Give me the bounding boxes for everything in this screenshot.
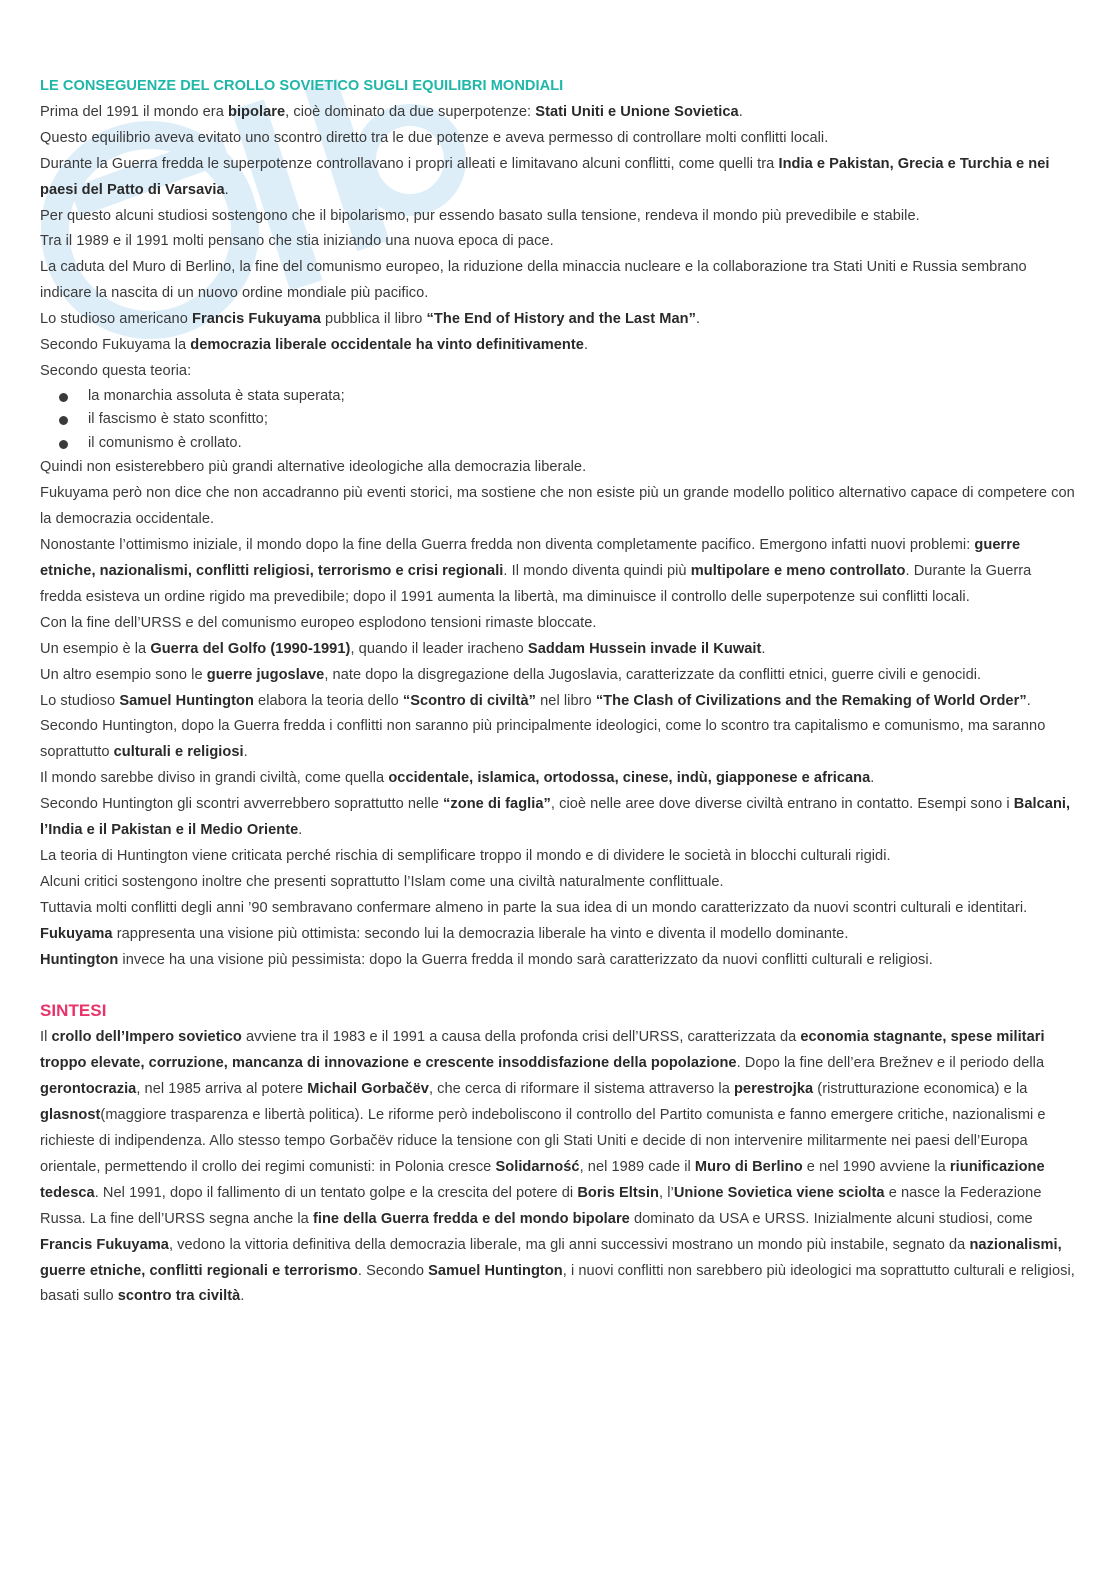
paragraph — [40, 922, 1076, 948]
text-run: Tuttavia molti conflitti degli anni ’90 sembravano confermare almeno in parte la sua idea di un mondo caratterizzato da nuovi scontri culturali e identitari. — [40, 899, 1028, 916]
bold-text: Saddam Hussein invade il Kuwait — [527, 640, 762, 657]
bold-text: “The End of History and the Last Man” — [426, 311, 696, 328]
bold-text: democrazia liberale occidentale ha vinto definitivamente — [190, 337, 584, 354]
paragraph-group-intro — [40, 100, 1076, 385]
paragraph — [40, 229, 1076, 255]
bold-text: Boris Eltsin — [577, 1184, 660, 1201]
text-run: Questo equilibrio aveva evitato uno scontro diretto tra le due potenze e aveva permesso di controllare molti conflitti locali. — [40, 129, 829, 146]
bold-text: glasnost — [40, 1107, 101, 1124]
bold-text: “The Clash of Civilizations and the Remaking of World Order” — [595, 692, 1027, 709]
bold-text: fine della Guerra fredda e del mondo bipolare — [312, 1210, 630, 1227]
text-run: rappresenta una visione più ottimista: secondo lui la democrazia liberale ha vinto e diventa il modello dominante. — [112, 925, 849, 942]
paragraph — [40, 533, 1076, 611]
paragraph-group-summary — [40, 1025, 1076, 1310]
text-run: . Durante la Guerra fredda esisteva un ordine rigido ma prevedibile; dopo il 1991 aumenta la libertà, ma diminuisce il controllo delle superpotenze sui conflitti locali. — [40, 563, 1032, 605]
paragraph-group-analysis — [40, 455, 1076, 973]
text-run: e nasce la Federazione Russa. La fine dell’URSS segna anche la — [40, 1184, 1042, 1227]
text-run: , nate dopo la disgregazione della Jugoslavia, caratterizzate da conflitti etnici, guerre civili e genocidi. — [324, 666, 982, 683]
section-heading-summary: SINTESI — [40, 1000, 107, 1020]
bold-text: crollo dell’Impero sovietico — [51, 1029, 242, 1046]
bold-text: Samuel Huntington — [428, 1262, 563, 1279]
text-run: , vedono la vittoria definitiva della democrazia liberale, ma gli anni successivi mostrano un mondo più instabile, segnato da — [168, 1236, 970, 1253]
text-run: Il mondo sarebbe diviso in grandi civiltà, come quella — [40, 770, 389, 787]
text-run: Alcuni critici sostengono inoltre che presenti soprattutto l’Islam come una civiltà naturalmente conflittuale. — [40, 873, 724, 890]
section-heading-consequences: LE CONSEGUENZE DEL CROLLO SOVIETICO SUGLI EQUILIBRI MONDIALI — [40, 78, 564, 94]
text-run: Secondo Fukuyama la — [40, 337, 191, 354]
bold-text: Francis Fukuyama — [192, 311, 321, 328]
bold-text: India e Pakistan, Grecia e Turchia e nei paesi del Patto di Varsavia — [40, 155, 1050, 198]
paragraph — [40, 689, 1076, 715]
paragraph — [40, 204, 1076, 230]
text-run: nel libro — [536, 692, 596, 709]
text-run: , nel 1985 arriva al potere — [136, 1081, 308, 1098]
paragraph — [40, 792, 1076, 844]
text-run: . — [738, 103, 743, 120]
bold-text: perestrojka — [733, 1081, 814, 1098]
text-run: . — [870, 770, 875, 787]
bold-text: culturali e religiosi — [113, 744, 244, 761]
text-run: e nel 1990 avviene la — [802, 1158, 950, 1175]
text-run: Il — [40, 1029, 52, 1046]
bold-text: Muro di Berlino — [694, 1158, 803, 1175]
text-run: . — [224, 181, 229, 198]
text-run: Durante la Guerra fredda le superpotenze controllavano i propri alleati e limitavano alcuni conflitti, come quelli tra — [40, 155, 779, 172]
text-run: Un esempio è la — [40, 640, 151, 657]
paragraph — [40, 637, 1076, 663]
text-run: Nonostante l’ottimismo iniziale, il mondo dopo la fine della Guerra fredda non diventa completamente pacifico. Emergono infatti nuovi problemi: — [40, 537, 975, 554]
bold-text: “zone di faglia” — [443, 796, 551, 813]
text-run: . — [1026, 692, 1031, 709]
text-run: Secondo Huntington, dopo la Guerra fredda i conflitti non saranno più principalmente ideologici, come lo scontro tra capitalismo e comunismo, ma saranno soprattutto — [40, 718, 1046, 761]
text-run: La teoria di Huntington viene criticata perché rischia di semplificare troppo il mondo e di dividere le società in blocchi culturali rigidi. — [40, 847, 891, 864]
bold-text: guerre etniche, nazionalismi, conflitti religiosi, terrorismo e crisi regionali — [40, 537, 1021, 579]
paragraph — [40, 455, 1076, 481]
text-run: . — [583, 337, 589, 354]
bold-text: Fukuyama — [40, 925, 113, 942]
text-run: Prima del 1991 il mondo era — [40, 103, 228, 120]
paragraph — [40, 481, 1076, 533]
bold-text: guerre jugoslave — [206, 666, 325, 683]
text-run: , i nuovi conflitti non sarebbero più ideologici ma soprattutto culturali e religiosi, basati sullo — [40, 1262, 1075, 1305]
text-run: . Secondo — [357, 1262, 429, 1279]
text-run: Quindi non esisterebbero più grandi alternative ideologiche alla democrazia liberale. — [40, 459, 587, 476]
text-run: Secondo Huntington gli scontri avverrebbero soprattutto nelle — [40, 796, 444, 813]
bold-text: multipolare e meno controllato — [690, 563, 906, 579]
bold-text: scontro tra civiltà — [117, 1288, 241, 1305]
bold-text: nazionalismi, guerre etniche, conflitti regionali e terrorismo — [40, 1236, 1062, 1279]
text-run: . — [761, 640, 766, 657]
paragraph — [40, 896, 1076, 922]
bold-text: Samuel Huntington — [119, 692, 254, 709]
text-run: invece ha una visione più pessimista: dopo la Guerra fredda il mondo sarà caratterizzato da nuovi conflitti culturali e religiosi. — [118, 951, 933, 968]
bullet-list — [40, 385, 1076, 456]
paragraph — [40, 307, 1076, 333]
bold-text: Michail Gorbačëv — [307, 1081, 429, 1098]
bold-text: Guerra del Golfo (1990-1991) — [150, 640, 351, 657]
bold-text: occidentale, islamica, ortodossa, cinese, indù, giapponese e africana — [388, 770, 871, 787]
text-run: . Nel 1991, dopo il fallimento di un tentato golpe e la crescita del potere di — [94, 1184, 578, 1201]
text-run: (maggiore trasparenza e libertà politica). Le riforme però indeboliscono il controllo del Partito comunista e fanno emergere critiche, nazionalismi e richieste di indipendenza. Allo stesso tempo Gorbačëv riduce la tensione con gli Stati Uniti e decide di non intervenire militarmente nei paesi dell’Europa orientale, permettendo il crollo dei regimi comunisti: in Polonia cresce — [40, 1107, 1046, 1175]
text-run: Lo studioso americano — [40, 311, 192, 328]
text-run: , l’ — [659, 1184, 674, 1201]
bold-text: Stati Uniti e Unione Sovietica — [535, 103, 739, 120]
text-run: Un altro esempio sono le — [40, 666, 207, 683]
text-run: elabora la teoria dello — [253, 692, 403, 709]
paragraph — [40, 152, 1076, 204]
paragraph — [40, 100, 1076, 126]
bullet-item: la monarchia assoluta è stata superata; — [58, 385, 1076, 409]
paragraph — [40, 611, 1076, 637]
bullet-item: il comunismo è crollato. — [58, 432, 1076, 456]
paragraph — [40, 255, 1076, 307]
bold-text: Francis Fukuyama — [40, 1236, 169, 1253]
bold-text: Unione Sovietica viene sciolta — [673, 1184, 885, 1201]
bold-text: bipolare — [227, 103, 286, 120]
text-run: pubblica il libro — [320, 311, 427, 328]
text-run: La caduta del Muro di Berlino, la fine del comunismo europeo, la riduzione della minaccia nucleare e la collaborazione tra Stati Uniti e Russia sembrano indicare la nascita di un nuovo ordine mondiale più pacifico. — [40, 259, 1027, 302]
text-run: Secondo questa teoria: — [40, 362, 192, 379]
bold-text: Solidarność — [495, 1158, 580, 1175]
paragraph — [40, 870, 1076, 896]
bold-text: gerontocrazia — [40, 1081, 137, 1098]
text-run: . — [243, 744, 248, 761]
bold-text: economia stagnante, spese militari troppo elevate, corruzione, mancanza di innovazione e crescente insoddisfazione della popolazione — [40, 1029, 1045, 1072]
text-run: Tra il 1989 e il 1991 molti pensano che stia iniziando una nuova epoca di pace. — [40, 233, 554, 250]
paragraph — [40, 844, 1076, 870]
text-run: (ristrutturazione economica) e la — [813, 1081, 1028, 1098]
text-run: Con la fine dell’URSS e del comunismo europeo esplodono tensioni rimaste bloccate. — [40, 614, 597, 631]
text-run: . — [695, 311, 701, 328]
paragraph — [40, 663, 1076, 689]
text-run: dominato da USA e URSS. Inizialmente alcuni studiosi, come — [629, 1210, 1033, 1227]
text-run: avviene tra il 1983 e il 1991 a causa della profonda crisi dell’URSS, caratterizzata da — [241, 1029, 801, 1046]
text-run: Fukuyama però non dice che non accadranno più eventi storici, ma sostiene che non esiste più un grande modello politico alternativo capace di competere con la democrazia occidentale. — [40, 485, 1075, 528]
bold-text: riunificazione tedesca — [40, 1158, 1045, 1201]
paragraph — [40, 766, 1076, 792]
text-run: . Il mondo diventa quindi più — [503, 563, 691, 579]
paragraph — [40, 948, 1076, 974]
paragraph — [40, 359, 1076, 385]
text-run: , quando il leader iracheno — [350, 640, 528, 657]
paragraph — [40, 1025, 1076, 1310]
document-page — [40, 74, 1076, 1310]
bullet-item: il fascismo è stato sconfitto; — [58, 408, 1076, 432]
text-run: Lo studioso — [40, 692, 120, 709]
bold-text: “Scontro di civiltà” — [402, 692, 537, 709]
paragraph — [40, 714, 1076, 766]
paragraph — [40, 333, 1076, 359]
text-run: Per questo alcuni studiosi sostengono che il bipolarismo, pur essendo basato sulla tensione, rendeva il mondo più prevedibile e stabile. — [40, 207, 920, 224]
text-run: . — [298, 822, 303, 839]
bold-text: Balcani, l’India e il Pakistan e il Medio Oriente — [40, 796, 1071, 839]
text-run: , nel 1989 cade il — [579, 1158, 695, 1175]
text-run: , cioè dominato da due superpotenze: — [285, 103, 536, 120]
text-run: , cioè nelle aree dove diverse civiltà entrano in contatto. Esempi sono i — [550, 796, 1014, 813]
bold-text: Huntington — [40, 951, 119, 968]
text-run: . — [240, 1288, 245, 1305]
paragraph — [40, 126, 1076, 152]
text-run: , che cerca di riformare il sistema attraverso la — [428, 1081, 734, 1098]
text-run: . Dopo la fine dell’era Brežnev e il periodo della — [736, 1055, 1045, 1072]
